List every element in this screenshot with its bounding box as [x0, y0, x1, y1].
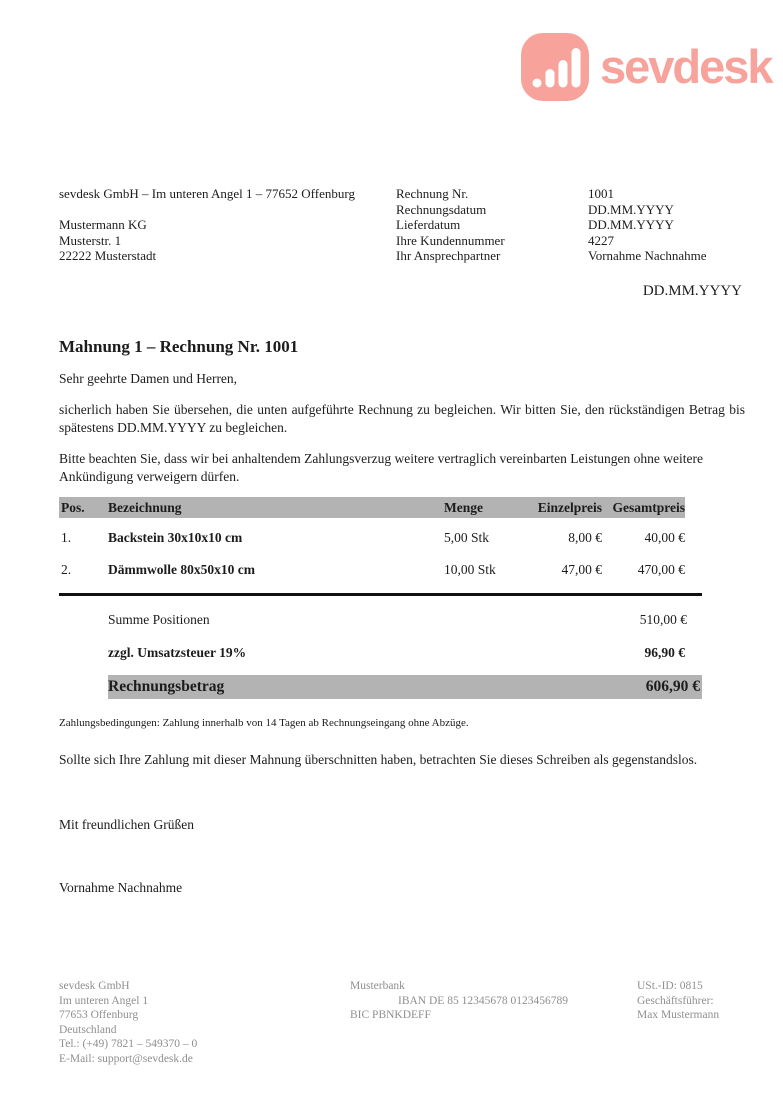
item-quantity: 10,00 Stk: [444, 562, 496, 577]
footer-company-city: 77653 Offenburg: [59, 1009, 139, 1022]
invoice-meta: [396, 186, 745, 264]
subtotal-row: [59, 612, 702, 628]
recipient-address: [59, 217, 156, 264]
document-date: DD.MM.YYYY: [642, 283, 742, 299]
meta-label: Rechnungsdatum: [396, 201, 487, 217]
meta-value: DD.MM.YYYY: [588, 217, 674, 233]
meta-value: DD.MM.YYYY: [588, 201, 674, 217]
table-bottom-rule: [59, 593, 702, 596]
salutation: Sehr geehrte Damen und Herren,: [59, 371, 238, 386]
meta-label: Ihre Kundennummer: [396, 232, 505, 248]
footer-bank-iban: IBAN DE 85 12345678 0123456789: [398, 994, 568, 1007]
meta-label: Lieferdatum: [396, 217, 461, 233]
meta-row-invoice-date: [396, 202, 745, 218]
item-name: Dämmwolle 80x50x10 cm: [108, 562, 255, 577]
grand-total-row: [108, 675, 702, 699]
footer-bank-bic: BIC PBNKDEFF: [350, 1009, 431, 1022]
recipient-city: 22222 Musterstadt: [59, 248, 157, 264]
tax-label: zzgl. Umsatzsteuer 19%: [108, 645, 247, 660]
header-unit-price: Einzelpreis: [537, 499, 602, 515]
item-line-total: 470,00 €: [637, 562, 685, 577]
meta-row-customer-number: [396, 233, 745, 249]
subtotal-label: Summe Positionen: [108, 612, 210, 627]
footer-bank-name: Musterbank: [350, 980, 405, 992]
header-line-total: Gesamtpreis: [612, 499, 685, 515]
item-line-total: 40,00 €: [644, 530, 685, 545]
body-paragraph-1: sicherlich haben Sie übersehen, die unten aufgeführte Rechnung zu begleichen. Wir bitten Sie, den rückständigen Betrag bis spätestens DD.MM.YYYY zu begleichen.: [59, 402, 745, 435]
totals-section: [59, 612, 702, 699]
meta-label: Ihr Ansprechpartner: [396, 248, 501, 264]
item-pos: 1.: [61, 530, 72, 545]
recipient-street: Musterstr. 1: [59, 232, 122, 248]
bar-chart-logo-icon: [521, 33, 589, 101]
table-row: [59, 530, 685, 546]
table-row: [59, 562, 685, 578]
footer-company-block: [59, 979, 197, 1067]
item-name: Backstein 30x10x10 cm: [108, 530, 243, 545]
closing-greeting: Mit freundlichen Grüßen: [59, 817, 194, 832]
header-description: Bezeichnung: [108, 499, 182, 515]
tax-value: 96,90 €: [644, 645, 685, 660]
meta-value: Vornahme Nachnahme: [588, 248, 707, 264]
footer-vat-id: USt.-ID: 0815: [637, 980, 703, 992]
logo-wordmark: sevdesk: [600, 40, 772, 93]
item-quantity: 5,00 Stk: [444, 530, 490, 545]
item-unit-price: 8,00 €: [568, 530, 602, 545]
meta-label: Rechnung Nr.: [396, 186, 469, 201]
footer-legal-block: [637, 979, 719, 1023]
signature-name: Vornahme Nachnahme: [59, 880, 183, 895]
footer-company-name: sevdesk GmbH: [59, 980, 130, 992]
sender-line: sevdesk GmbH – Im unteren Angel 1 – 77652 Offenburg: [59, 186, 355, 201]
payment-terms: Zahlungsbedingungen: Zahlung innerhalb von 14 Tagen ab Rechnungseingang ohne Abzüge.: [59, 717, 469, 729]
subtotal-value: 510,00 €: [639, 612, 687, 627]
footer-company-country: Deutschland: [59, 1023, 117, 1036]
items-table: [59, 497, 702, 596]
footer-ceo-name: Max Mustermann: [637, 1009, 720, 1022]
document-title: Mahnung 1 – Rechnung Nr. 1001: [59, 337, 299, 356]
header-quantity: Menge: [444, 499, 483, 515]
item-unit-price: 47,00 €: [561, 562, 602, 577]
tax-row: [59, 645, 702, 661]
grand-total-label: Rechnungsbetrag: [108, 678, 225, 695]
footer-bank-block: [350, 979, 568, 1023]
meta-row-contact-person: [396, 248, 745, 264]
meta-value: 1001: [588, 186, 614, 201]
body-paragraph-2: Bitte beachten Sie, dass wir bei anhaltendem Zahlungsverzug weitere vertraglich vereinbarten Leistungen ohne weitere Ankündigung verweigern dürfen.: [59, 451, 703, 484]
footer-company-street: Im unteren Angel 1: [59, 994, 149, 1007]
header-pos: Pos.: [61, 499, 85, 515]
meta-row-invoice-number: [396, 186, 745, 202]
footer-ceo-label: Geschäftsführer:: [637, 994, 714, 1007]
items-table-header: [59, 497, 685, 518]
item-pos: 2.: [61, 562, 72, 577]
footer-company-email: E-Mail: support@sevdesk.de: [59, 1052, 193, 1065]
footer-company-phone: Tel.: (+49) 7821 – 549370 – 0: [59, 1038, 198, 1051]
grand-total-value: 606,90 €: [645, 678, 700, 695]
sevdesk-logo: [521, 33, 772, 101]
meta-row-delivery-date: [396, 217, 745, 233]
meta-value: 4227: [588, 232, 614, 248]
crossing-note: Sollte sich Ihre Zahlung mit dieser Mahnung überschnitten haben, betrachten Sie dieses Schreiben als gegenstandslos.: [59, 752, 698, 767]
recipient-name: Mustermann KG: [59, 217, 147, 232]
